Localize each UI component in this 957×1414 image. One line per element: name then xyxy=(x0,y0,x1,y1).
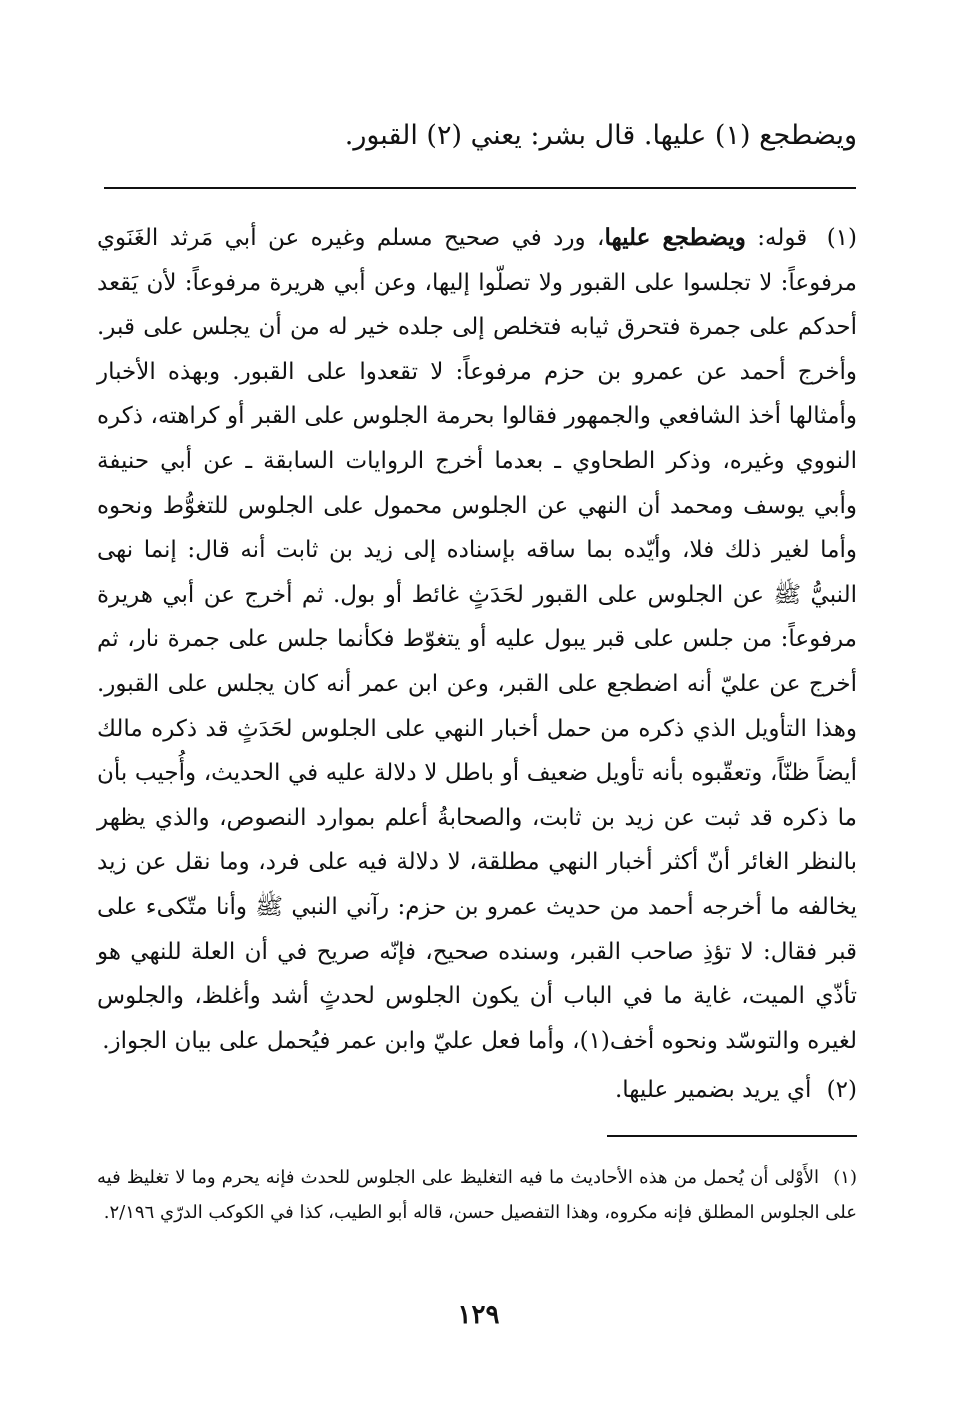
subnote xyxy=(97,1160,857,1230)
footnote-2 xyxy=(97,1070,857,1110)
footnote-1 xyxy=(97,216,857,1063)
footnote-1-lemma: ويضطجع عليها xyxy=(604,224,746,251)
main-text-line: ويضطجع (١) عليها. قال بشر: يعني (٢) القبور. xyxy=(344,120,857,151)
separator-rule xyxy=(104,187,856,189)
footnote-1-number: (١) xyxy=(826,225,858,251)
subnote-rule xyxy=(607,1135,857,1137)
subnote-number: (١) xyxy=(833,1167,857,1188)
page-number: ١٢٩ xyxy=(457,1300,500,1330)
footnote-2-number: (٢) xyxy=(826,1077,857,1103)
footnote-1-lead: قوله: xyxy=(757,225,808,251)
footnote-1-text: ، ورد في صحيح مسلم وغيره عن أبي مَرثد الغَنَوي مرفوعاً: لا تجلسوا على القبور ولا تصلّوا إليها، وعن أبي هريرة مرفوعاً: لأن يَقعد أحدكم على جمرة فتحرق ثيابه فتخلص إلى جلده خير له من أن يجلس على قبر. وأخرج أحمد عن عمرو بن حزم مرفوعاً: لا تقعدوا على القبور. وبهذه الأخبار وأمثالها أخذ الشافعي والجمهور فقالوا بحرمة الجلوس على القبر أو كراهته، ذكره النووي وغيره، وذكر الطحاوي ـ بعدما أخرج الروايات السابقة ـ عن أبي حنيفة وأبي يوسف ومحمد أن النهي عن الجلوس محمول على الجلوس للتغوُّط ونحوه وأما لغير ذلك فلا، وأيّده بما ساقه بإسناده إلى زيد بن ثابت أنه قال: إنما نهى النبيُّ ﷺ عن الجلوس على القبور لحَدَثٍ غائط أو بول. ثم أخرج عن أبي هريرة مرفوعاً: من جلس على قبر يبول عليه أو يتغوّط فكأنما جلس على جمرة نار، ثم أخرج عن عليّ أنه اضطجع على القبر، وعن ابن عمر أنه كان يجلس على القبور. وهذا التأويل الذي ذكره من حمل أخبار النهي على الجلوس لحَدَثٍ قد ذكره مالك أيضاً ظنّاً، وتعقّبوه بأنه تأويل ضعيف أو باطل لا دلالة عليه في الحديث، وأُجيب بأن ما ذكره قد ثبت عن زيد بن ثابت، والصحابةُ أعلم بموارد النصوص، والذي يظهر بالنظر الغائر أنّ أكثر أخبار النهي مطلقة، لا دلالة فيه على فرد، وما نقل عن زيد يخالفه ما أخرجه أحمد من حديث عمرو بن حزم: رآني النبي ﷺ وأنا متّكىء على قبر فقال: لا تؤذِ صاحب القبر، وسنده صحيح، فإنّه صريح في أن العلة للنهي هو تأذّي الميت، غاية ما في الباب أن يكون الجلوس لحدثٍ أشد وأغلظ، والجلوس لغيره والتوسّد ونحوه أخف(١)، وأما فعل عليّ وابن عمر فيُحمل على بيان الجواز. xyxy=(97,225,857,1054)
subnote-text: الأَوْلى أن يُحمل من هذه الأحاديث ما فيه التغليظ على الجلوس للحدث فإنه يحرم وما لا تغليظ فيه على الجلوس المطلق فإنه مكروه، وهذا التفصيل حسن، قاله أبو الطيب، كذا في الكوكب الدرّي ٢/١٩٦. xyxy=(97,1167,857,1223)
footnote-2-text: أي يريد بضمير عليها. xyxy=(614,1077,812,1103)
